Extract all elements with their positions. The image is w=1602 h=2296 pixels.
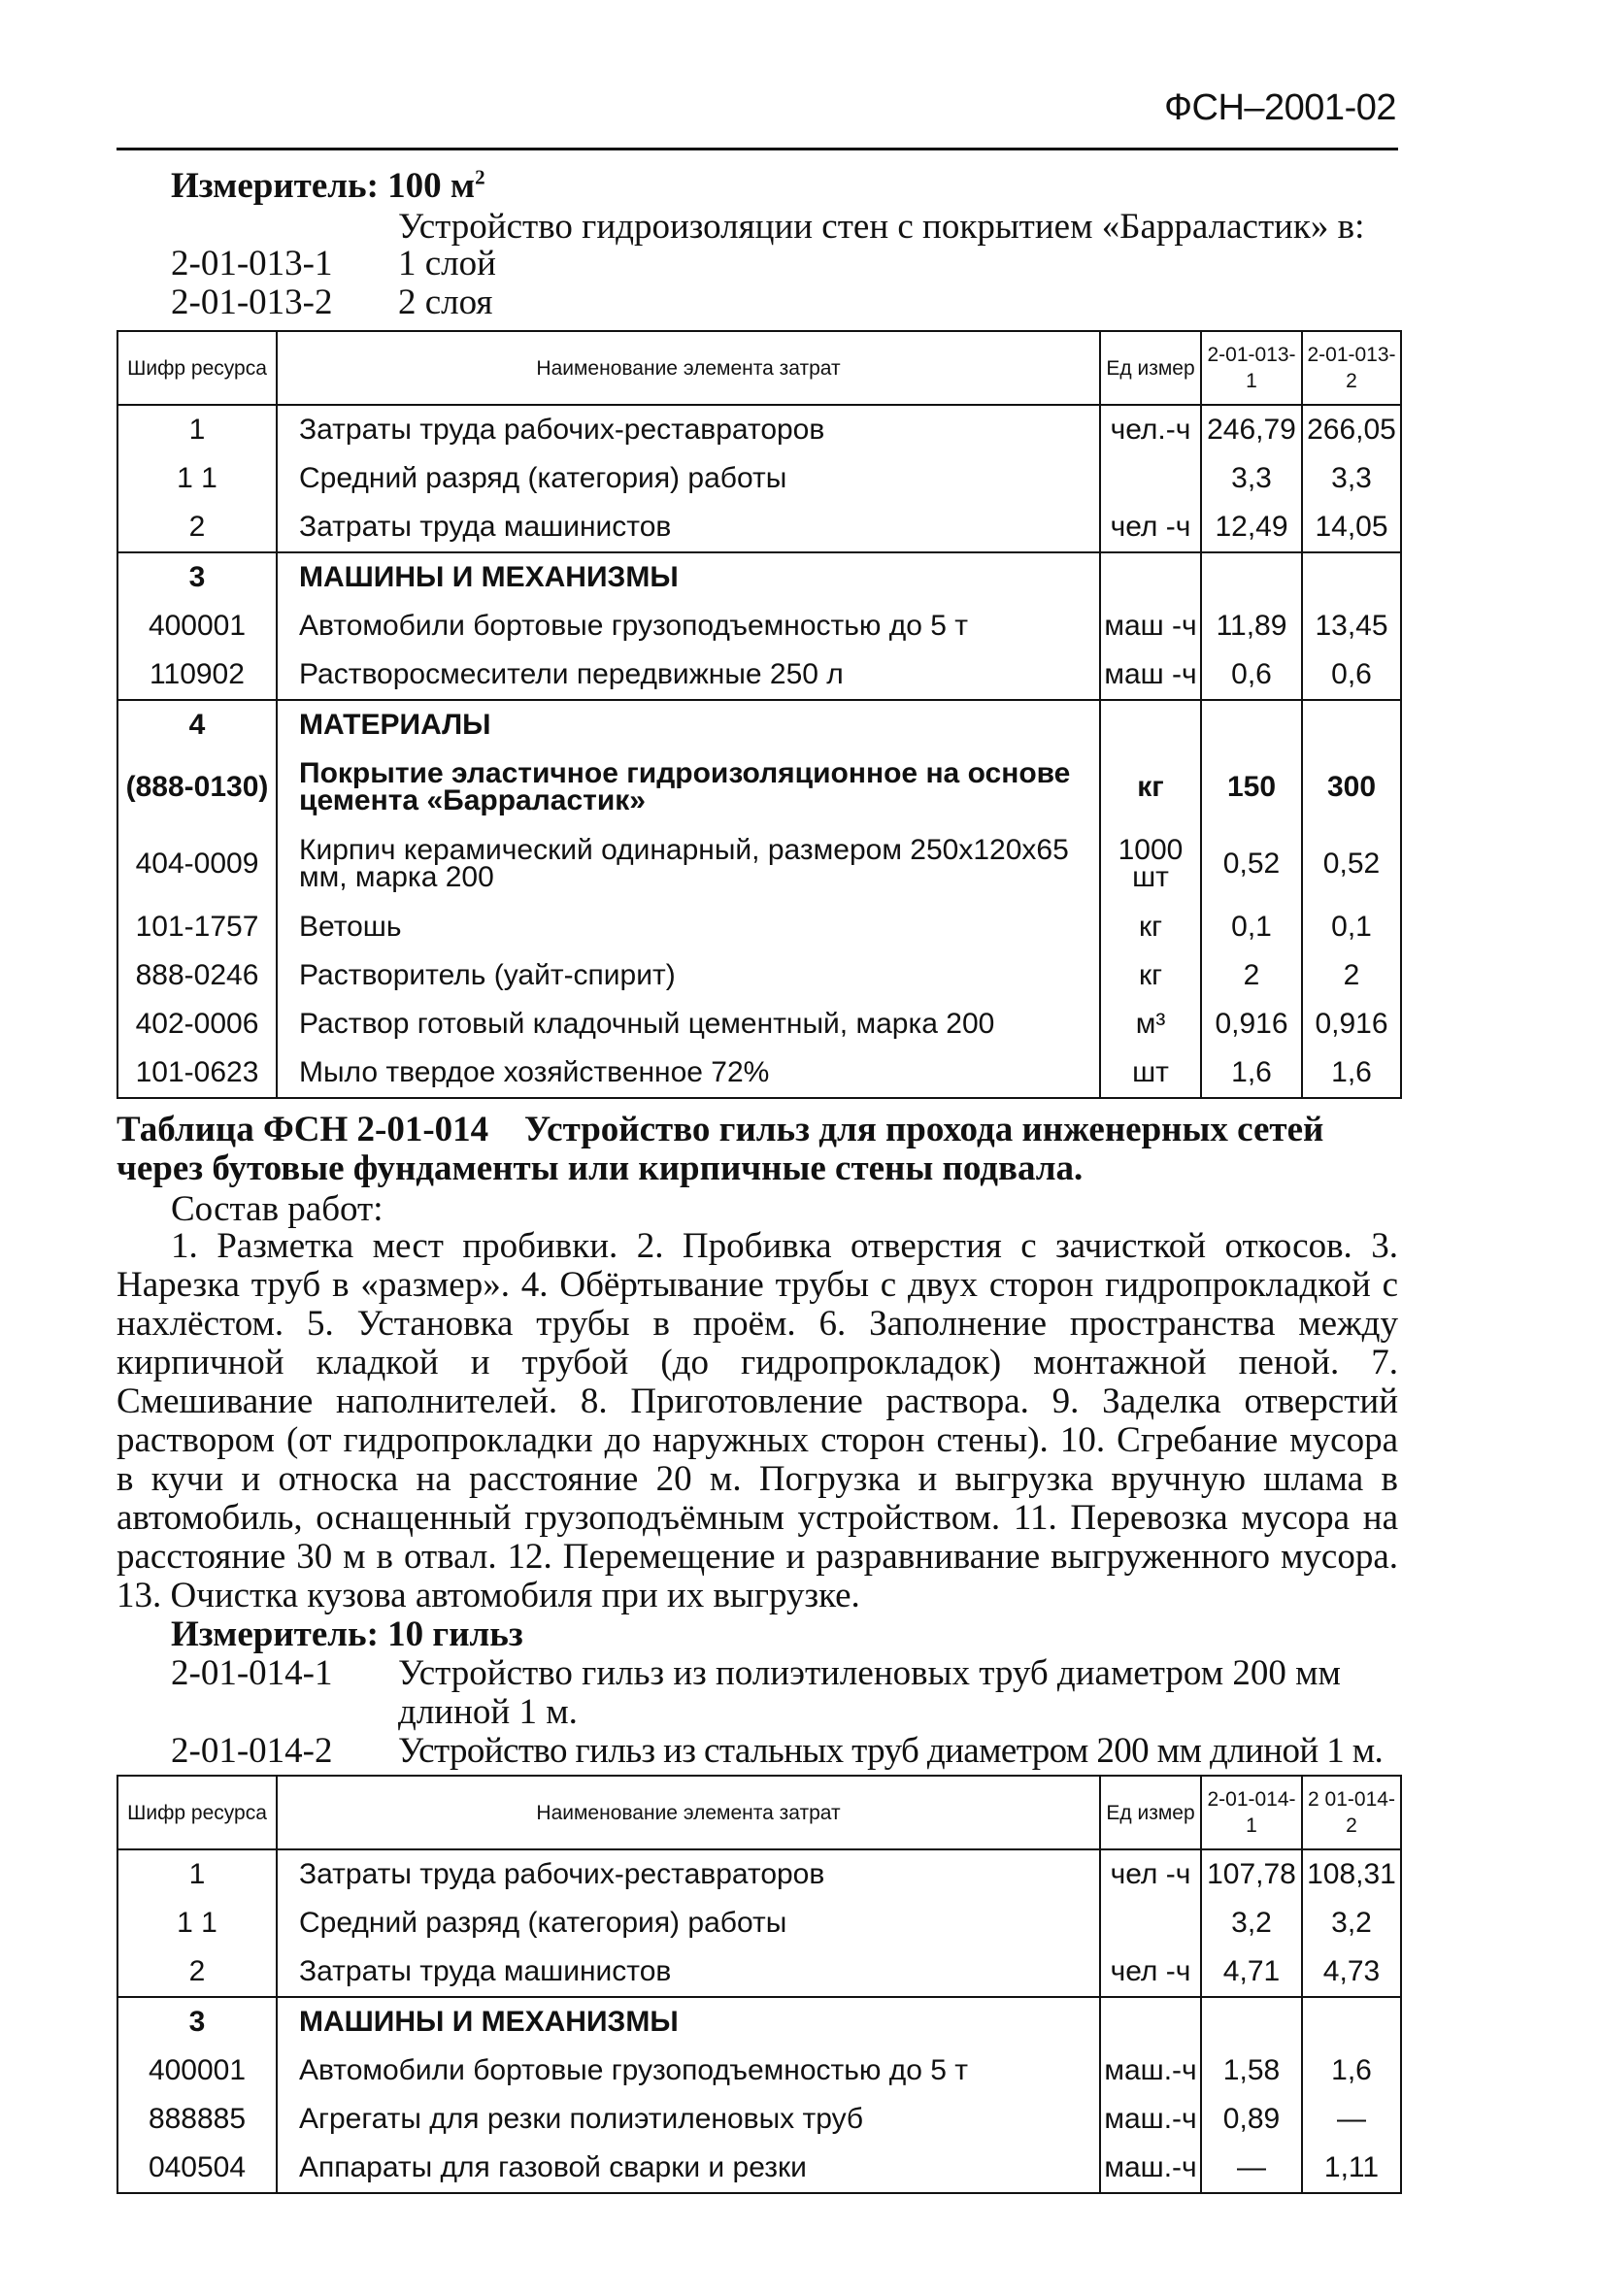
cell-name: Затраты труда машинистов	[277, 503, 1100, 552]
header-code: Шифр ресурса	[117, 1776, 277, 1849]
cell-unit	[1100, 1899, 1201, 1947]
cell-unit	[1100, 454, 1201, 503]
table-section-row	[117, 552, 1401, 602]
item-code: 2-01-014-1	[171, 1653, 333, 1693]
cell-v1	[1201, 552, 1302, 602]
item-code: 2-01-013-1	[171, 244, 333, 283]
meter-1-label: Измеритель: 100 м	[171, 166, 476, 206]
table-row	[117, 405, 1401, 454]
table-row	[117, 2095, 1401, 2144]
table-row	[117, 2144, 1401, 2193]
cell-v1: 0,6	[1201, 650, 1302, 700]
section1-title: Устройство гидроизоляции стен с покрытием «Барраластик» в:	[398, 207, 1365, 247]
cell-unit: чел -ч	[1100, 1947, 1201, 1997]
cell-name: Аппараты для газовой сварки и резки	[277, 2144, 1100, 2193]
cell-code: 4	[117, 700, 277, 749]
cell-code: 888885	[117, 2095, 277, 2144]
cell-unit: 1000 шт	[1100, 825, 1201, 903]
table-row	[117, 951, 1401, 1000]
cell-name: МАШИНЫ И МЕХАНИЗМЫ	[277, 1997, 1100, 2046]
cell-v1: 246,79	[1201, 405, 1302, 454]
cell-unit: маш.-ч	[1100, 2144, 1201, 2193]
item-code: 2-01-014-2	[171, 1731, 333, 1771]
cell-code: 3	[117, 552, 277, 602]
cell-code: 400001	[117, 2046, 277, 2095]
cell-code: 404-0009	[117, 825, 277, 903]
cell-v2: 3,2	[1302, 1899, 1401, 1947]
cell-v2	[1302, 552, 1401, 602]
cell-v1: 0,1	[1201, 903, 1302, 951]
table-row	[117, 1899, 1401, 1947]
cell-v2: 0,1	[1302, 903, 1401, 951]
table-section-row	[117, 1997, 1401, 2046]
cell-unit: кг	[1100, 749, 1201, 825]
item-code: 2-01-013-2	[171, 283, 333, 322]
table-row	[117, 1000, 1401, 1048]
cell-name: Мыло твердое хозяйственное 72%	[277, 1048, 1100, 1098]
cell-v2: —	[1302, 2095, 1401, 2144]
cell-v2: 108,31	[1302, 1849, 1401, 1899]
table-header-row	[117, 331, 1401, 405]
cell-unit: чел -ч	[1100, 1849, 1201, 1899]
cell-code: 101-1757	[117, 903, 277, 951]
item-text: 2 слоя	[398, 283, 493, 322]
cell-unit: кг	[1100, 951, 1201, 1000]
cell-v1: 1,6	[1201, 1048, 1302, 1098]
meter-1-sup: 2	[475, 165, 485, 189]
cell-v2: 1,6	[1302, 2046, 1401, 2095]
table-row	[117, 1048, 1401, 1098]
meter-2: Измеритель: 10 гильз	[171, 1614, 523, 1654]
cell-v2: 4,73	[1302, 1947, 1401, 1997]
item-text: Устройство гильз из стальных труб диаметром 200 мм длиной 1 м.	[398, 1731, 1384, 1771]
header-col2: 2 01-014-2	[1302, 1776, 1401, 1849]
cell-unit	[1100, 552, 1201, 602]
document-code: ФСН–2001-02	[1164, 87, 1396, 128]
cell-v1: 107,78	[1201, 1849, 1302, 1899]
item-text: Устройство гильз из полиэтиленовых труб диаметром 200 мм	[398, 1653, 1341, 1693]
cell-v2: 1,6	[1302, 1048, 1401, 1098]
item-text-continued: длиной 1 м.	[398, 1692, 578, 1732]
cell-v1: 4,71	[1201, 1947, 1302, 1997]
cell-code: 1	[117, 405, 277, 454]
table-row	[117, 602, 1401, 650]
cell-v2: 300	[1302, 749, 1401, 825]
table-section-row	[117, 700, 1401, 749]
cell-unit	[1100, 700, 1201, 749]
cell-code: 2	[117, 503, 277, 552]
header-col1: 2-01-014-1	[1201, 1776, 1302, 1849]
cell-code: (888-0130)	[117, 749, 277, 825]
cell-v1: 3,2	[1201, 1899, 1302, 1947]
cell-v2: 14,05	[1302, 503, 1401, 552]
cell-code: 1 1	[117, 1899, 277, 1947]
resource-table-1	[117, 330, 1402, 1099]
cell-name: Растворитель (уайт-спирит)	[277, 951, 1100, 1000]
table-row	[117, 503, 1401, 552]
cell-name: Раствор готовый кладочный цементный, марка 200	[277, 1000, 1100, 1048]
cell-v1: 2	[1201, 951, 1302, 1000]
sostav-label: Состав работ:	[171, 1189, 384, 1229]
cell-code: 3	[117, 1997, 277, 2046]
cell-name: Покрытие эластичное гидроизоляционное на основе цемента «Барраластик»	[277, 749, 1100, 825]
cell-unit: маш.-ч	[1100, 2095, 1201, 2144]
cell-code: 040504	[117, 2144, 277, 2193]
cell-name: Средний разряд (категория) работы	[277, 1899, 1100, 1947]
table-row	[117, 454, 1401, 503]
item-text: 1 слой	[398, 244, 496, 283]
cell-name: Ветошь	[277, 903, 1100, 951]
cell-v1: 3,3	[1201, 454, 1302, 503]
cell-v2: 2	[1302, 951, 1401, 1000]
header-rule	[117, 148, 1398, 150]
table-title	[117, 1111, 1398, 1188]
cell-v2: 0,52	[1302, 825, 1401, 903]
cell-v2: 3,3	[1302, 454, 1401, 503]
cell-code: 888-0246	[117, 951, 277, 1000]
cell-v1: 1,58	[1201, 2046, 1302, 2095]
cell-v1: 0,52	[1201, 825, 1302, 903]
cell-name: Растворосмесители передвижные 250 л	[277, 650, 1100, 700]
header-code: Шифр ресурса	[117, 331, 277, 405]
cell-name: Кирпич керамический одинарный, размером 250х120х65 мм, марка 200	[277, 825, 1100, 903]
table-header-row	[117, 1776, 1401, 1849]
header-col2: 2-01-013-2	[1302, 331, 1401, 405]
cell-unit	[1100, 1997, 1201, 2046]
table-title-text: Устройство гильз для прохода инженерных сетей через бутовые фундаменты или кирпичные стены подвала.	[117, 1110, 1324, 1188]
cell-name: МАТЕРИАЛЫ	[277, 700, 1100, 749]
table-row	[117, 1849, 1401, 1899]
cell-unit: маш -ч	[1100, 650, 1201, 700]
cell-v2	[1302, 700, 1401, 749]
table-row	[117, 1947, 1401, 1997]
header-unit: Ед измер	[1100, 331, 1201, 405]
cell-v1: —	[1201, 2144, 1302, 2193]
cell-v1	[1201, 700, 1302, 749]
cell-v1: 0,89	[1201, 2095, 1302, 2144]
cell-unit: маш.-ч	[1100, 2046, 1201, 2095]
cell-name: Затраты труда рабочих-реставраторов	[277, 405, 1100, 454]
cell-v1: 150	[1201, 749, 1302, 825]
header-col1: 2-01-013-1	[1201, 331, 1302, 405]
cell-code: 1 1	[117, 454, 277, 503]
meter-1	[171, 165, 485, 207]
header-name: Наименование элемента затрат	[277, 1776, 1100, 1849]
cell-code: 1	[117, 1849, 277, 1899]
table-row	[117, 903, 1401, 951]
sostav-text: 1. Разметка мест пробивки. 2. Пробивка отверстия с зачисткой откосов. 3. Нарезка труб в «размер». 4. Обёртывание трубы с двух сторон гидропрокладкой с нахлёстом. 5. Установка трубы в проём. 6. Заполнение пространства между кирпичной кладкой и трубой (до гидропрокладок) монтажной пеной. 7. Смешивание наполнителей. 8. Приготовление раствора. 9. Заделка отверстий раствором (от гидропрокладки до наружных сторон стены). 10. Сгребание мусора в кучи и относка на расстояние 20 м. Погрузка и выгрузка вручную шлама в автомобиль, оснащенный грузоподъёмным устройством. 11. Перевозка мусора на расстояние 30 м в отвал. 12. Перемещение и разравнивание выгруженного мусора. 13. Очистка кузова автомобиля при их выгрузке.	[117, 1226, 1398, 1615]
cell-v2: 13,45	[1302, 602, 1401, 650]
cell-code: 402-0006	[117, 1000, 277, 1048]
resource-table-2	[117, 1775, 1402, 2194]
cell-name: Автомобили бортовые грузоподъемностью до 5 т	[277, 602, 1100, 650]
cell-name: Средний разряд (категория) работы	[277, 454, 1100, 503]
table-row	[117, 650, 1401, 700]
cell-v1	[1201, 1997, 1302, 2046]
cell-unit: чел.-ч	[1100, 405, 1201, 454]
cell-code: 110902	[117, 650, 277, 700]
cell-name: Затраты труда рабочих-реставраторов	[277, 1849, 1100, 1899]
cell-v2: 1,11	[1302, 2144, 1401, 2193]
cell-name: Агрегаты для резки полиэтиленовых труб	[277, 2095, 1100, 2144]
cell-name: Затраты труда машинистов	[277, 1947, 1100, 1997]
table-row	[117, 749, 1401, 825]
cell-v2	[1302, 1997, 1401, 2046]
cell-unit: маш -ч	[1100, 602, 1201, 650]
cell-code: 2	[117, 1947, 277, 1997]
cell-unit: шт	[1100, 1048, 1201, 1098]
cell-code: 101-0623	[117, 1048, 277, 1098]
cell-code: 400001	[117, 602, 277, 650]
cell-name: Автомобили бортовые грузоподъемностью до 5 т	[277, 2046, 1100, 2095]
table-label: Таблица ФСН 2-01-014	[117, 1110, 489, 1149]
header-name: Наименование элемента затрат	[277, 331, 1100, 405]
cell-v2: 266,05	[1302, 405, 1401, 454]
cell-v2: 0,916	[1302, 1000, 1401, 1048]
table-row	[117, 2046, 1401, 2095]
cell-v1: 12,49	[1201, 503, 1302, 552]
cell-name: МАШИНЫ И МЕХАНИЗМЫ	[277, 552, 1100, 602]
header-unit: Ед измер	[1100, 1776, 1201, 1849]
cell-v1: 11,89	[1201, 602, 1302, 650]
cell-unit: м³	[1100, 1000, 1201, 1048]
cell-v1: 0,916	[1201, 1000, 1302, 1048]
cell-unit: чел -ч	[1100, 503, 1201, 552]
cell-unit: кг	[1100, 903, 1201, 951]
table-row	[117, 825, 1401, 903]
cell-v2: 0,6	[1302, 650, 1401, 700]
